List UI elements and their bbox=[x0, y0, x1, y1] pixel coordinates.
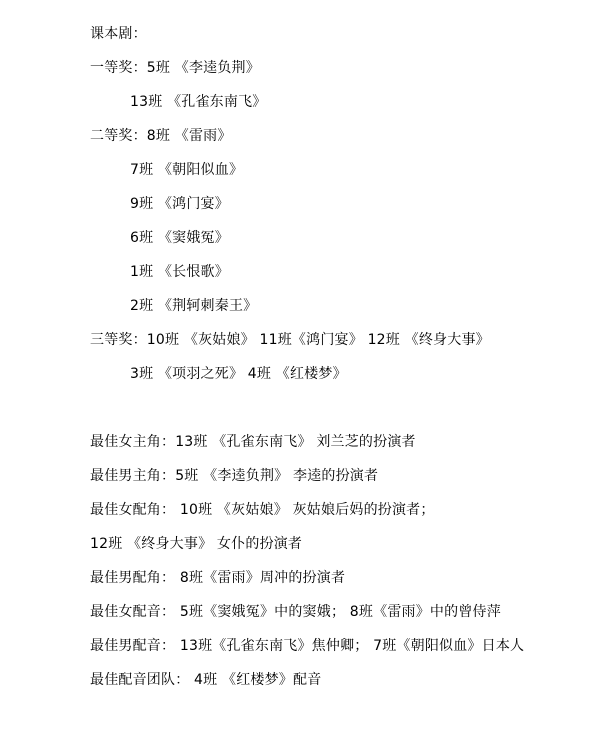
second-prize-entry: 1班 《长恨歌》 bbox=[130, 264, 229, 280]
second-prize-entry: 9班 《鸿门宴》 bbox=[130, 196, 229, 212]
second-prize-entry: 2班 《荆轲刺秦王》 bbox=[130, 298, 258, 314]
section-heading-skit: 课本剧： bbox=[90, 26, 147, 42]
second-prize-entry: 6班 《窦娥冤》 bbox=[130, 230, 229, 246]
third-prize-entry: 3班 《项羽之死》 4班 《红楼梦》 bbox=[130, 366, 347, 382]
third-prize-line: 三等奖：10班 《灰姑娘》 11班《鸿门宴》 12班 《终身大事》 bbox=[90, 332, 490, 348]
first-prize-line: 一等奖：5班 《李逵负荆》 bbox=[90, 60, 260, 76]
second-prize-entry: 7班 《朝阳似血》 bbox=[130, 162, 244, 178]
best-supporting-actor-line: 最佳男配角： 8班《雷雨》周冲的扮演者 bbox=[90, 570, 346, 586]
best-actress-line: 最佳女主角：13班 《孔雀东南飞》 刘兰芝的扮演者 bbox=[90, 434, 416, 450]
second-prize-line: 二等奖：8班 《雷雨》 bbox=[90, 128, 232, 144]
best-supporting-actress-entry: 12班 《终身大事》 女仆的扮演者 bbox=[90, 536, 303, 552]
best-actor-line: 最佳男主角：5班 《李逵负荆》 李逵的扮演者 bbox=[90, 468, 379, 484]
first-prize-entry: 13班 《孔雀东南飞》 bbox=[130, 94, 267, 110]
best-male-dubbing-line: 最佳男配音： 13班《孔雀东南飞》焦仲卿； 7班《朝阳似血》日本人 bbox=[90, 638, 525, 654]
best-supporting-actress-line: 最佳女配角： 10班 《灰姑娘》 灰姑娘后妈的扮演者； bbox=[90, 502, 435, 518]
best-female-dubbing-line: 最佳女配音： 5班《窦娥冤》中的窦娥； 8班《雷雨》中的曾侍萍 bbox=[90, 604, 501, 620]
best-dubbing-team-line: 最佳配音团队： 4班 《红楼梦》配音 bbox=[90, 672, 322, 688]
